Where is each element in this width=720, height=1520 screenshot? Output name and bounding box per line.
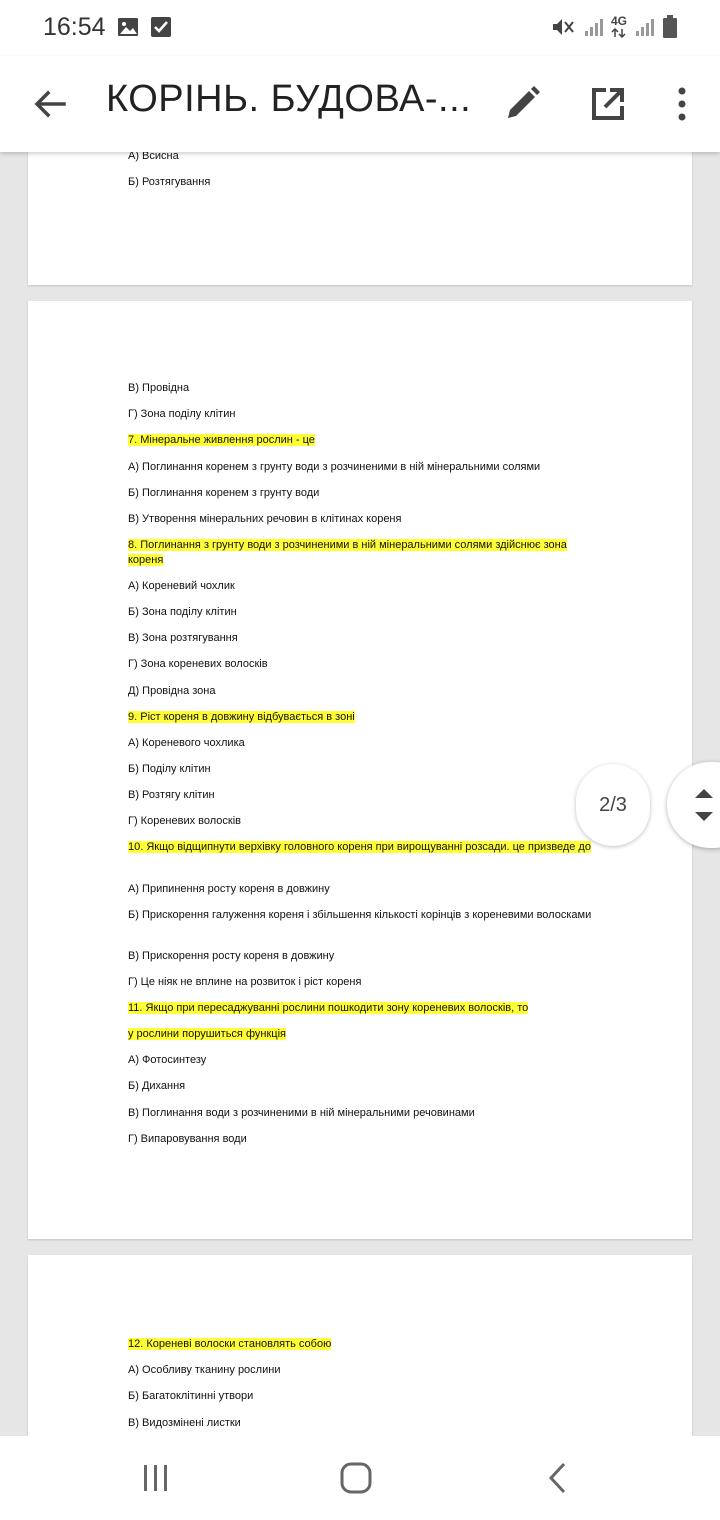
answer-line	[128, 605, 237, 620]
question-text: 11. Якщо при пересаджуванні рослини пошкодити зону кореневих волосків, то	[128, 1002, 529, 1014]
answer-line	[128, 1363, 280, 1378]
answer-line	[128, 908, 598, 923]
page-indicator	[576, 764, 650, 846]
page-indicator-label: 2/3	[599, 793, 627, 816]
gallery-notification-icon	[117, 16, 139, 38]
system-nav-bar	[0, 1436, 720, 1520]
data-arrows-icon	[611, 28, 627, 38]
text-line: Б) Розтягування	[128, 176, 211, 188]
more-vert-icon[interactable]	[660, 82, 704, 126]
answer-line	[128, 579, 235, 594]
answer-line	[128, 381, 189, 396]
answer-line	[128, 407, 235, 422]
answer-text: Б) Поділу клітин	[128, 763, 211, 775]
answer-text: Г) Випаровування води	[128, 1133, 247, 1145]
answer-text: Г) Кореневих волосків	[128, 815, 242, 827]
recent-apps-icon[interactable]	[134, 1456, 178, 1500]
question-text: 7. Мінеральне живлення рослин - це	[128, 434, 315, 446]
answer-line	[128, 975, 361, 990]
answer-line	[128, 460, 540, 475]
answer-line	[128, 1106, 475, 1121]
signal-icon-2	[634, 16, 656, 38]
answer-text: А) Припинення росту кореня в довжину	[128, 883, 330, 895]
answer-line	[128, 1079, 185, 1094]
question-line	[128, 433, 315, 448]
question-line	[128, 710, 355, 725]
answer-text: Г) Це ніяк не вплине на розвиток і ріст кореня	[128, 976, 362, 988]
answer-text: В) Поглинання води з розчиненими в ній мінеральними речовинами	[128, 1107, 475, 1119]
answer-text: Б) Зона поділу клітин	[128, 606, 237, 618]
answer-text: А) Кореневого чохлика	[128, 737, 245, 749]
answer-line	[128, 736, 245, 751]
answer-text: А) Кореневий чохлик	[128, 580, 235, 592]
back-icon[interactable]	[537, 1456, 581, 1500]
question-text: 9. Ріст кореня в довжину відбувається в зоні	[128, 711, 355, 723]
answer-line	[128, 657, 268, 672]
arrow-back-icon[interactable]	[28, 82, 72, 126]
question-line	[128, 538, 598, 568]
pencil-icon[interactable]	[500, 82, 544, 126]
text-line: А) Всисна	[128, 152, 179, 162]
answer-line	[128, 882, 330, 897]
answer-text: Б) Поглинання коренем з грунту води	[128, 487, 320, 499]
battery-icon	[662, 15, 678, 39]
answer-text: А) Фотосинтезу	[128, 1054, 207, 1066]
answer-line	[128, 486, 319, 501]
question-text: 8. Поглинання з грунту води з розчиненими в ній мінеральними солями здійснює зона кореня	[128, 539, 567, 566]
open-external-icon[interactable]	[586, 82, 630, 126]
answer-text: В) Зона розтягування	[128, 632, 238, 644]
answer-line	[128, 949, 334, 964]
answer-line	[128, 684, 216, 699]
answer-text: В) Провідна	[128, 382, 190, 394]
answer-text: Б) Дихання	[128, 1080, 186, 1092]
app-bar	[0, 56, 720, 152]
status-time: 16:54	[43, 13, 106, 41]
mute-icon	[551, 16, 575, 38]
answer-line	[128, 814, 241, 829]
answer-text: Б) Багатоклітинні утвори	[128, 1390, 254, 1402]
question-text: 10. Якщо відщипнути верхівку головного кореня при вирощуванні розсади. це призведе до	[128, 841, 591, 853]
scroll-up-down-icon	[693, 786, 715, 824]
network-type-label: 4G	[611, 14, 628, 28]
answer-line	[128, 512, 401, 527]
answer-line	[128, 1389, 253, 1404]
document-page-3	[28, 1255, 692, 1436]
answer-text: Г) Зона кореневих волосків	[128, 658, 268, 670]
answer-text: Б) Прискорення галуження кореня і збільшення кількості корінців з кореневими волосками	[128, 909, 592, 921]
document-title: КОРІНЬ. БУДОВА-...	[106, 78, 472, 120]
answer-line	[128, 1132, 247, 1147]
status-bar	[0, 0, 720, 56]
answer-line	[128, 762, 211, 777]
checkbox-notification-icon	[150, 16, 172, 38]
question-line	[128, 1027, 286, 1042]
answer-text: Д) Провідна зона	[128, 685, 216, 697]
answer-line	[128, 1416, 241, 1431]
answer-text: Г) Зона поділу клітин	[128, 408, 236, 420]
answer-line	[128, 631, 238, 646]
answer-text: В) Утворення мінеральних речовин в клітинах кореня	[128, 513, 402, 525]
answer-line	[128, 788, 215, 803]
answer-line	[128, 1053, 206, 1068]
question-line	[128, 840, 598, 855]
question-text: у рослини порушиться функція	[128, 1028, 286, 1040]
answer-text: А) Поглинання коренем з грунту води з розчиненими в ній мінеральними солями	[128, 461, 541, 473]
document-page-1	[28, 152, 692, 285]
answer-text: А) Особливу тканину рослини	[128, 1364, 281, 1376]
answer-text: В) Видозмінені листки	[128, 1417, 241, 1429]
question-line	[128, 1001, 528, 1016]
home-icon[interactable]	[334, 1456, 378, 1500]
question-text: 12. Кореневі волоски становлять собою	[128, 1338, 332, 1350]
answer-text: В) Прискорення росту кореня в довжину	[128, 950, 335, 962]
question-line	[128, 1337, 331, 1352]
signal-icon	[583, 16, 605, 38]
answer-text: В) Розтягу клітин	[128, 789, 215, 801]
